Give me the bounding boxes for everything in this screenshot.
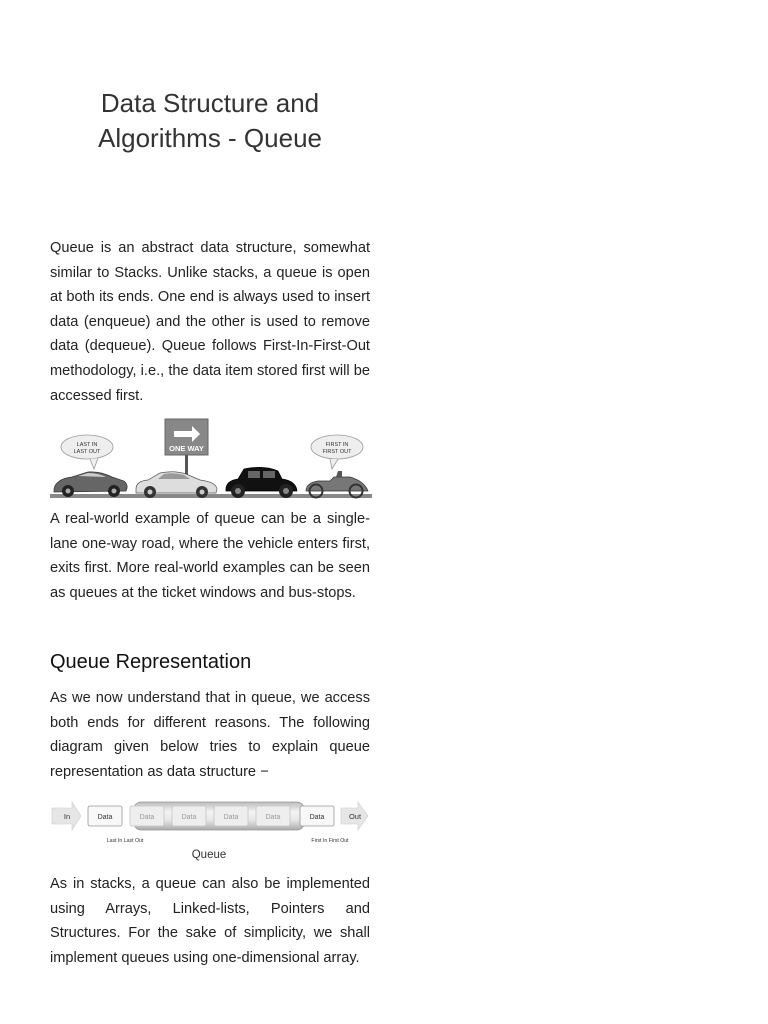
title-line-2: Algorithms - Queue	[98, 123, 322, 153]
page-title	[50, 86, 370, 156]
bubble-right-line1: FIRST IN	[325, 442, 349, 448]
left-caption: Last In Last Out	[106, 838, 144, 844]
queue-cell	[300, 806, 334, 826]
vintage-car-icon	[226, 467, 297, 498]
out-arrow-icon	[341, 802, 368, 830]
right-caption: First In First Out	[311, 838, 349, 844]
cell-label: Data	[223, 814, 239, 821]
title-line-1: Data Structure and	[100, 88, 320, 118]
in-label: In	[63, 812, 71, 821]
representation-paragraph: As we now understand that in queue, we access both ends for different reasons. The following diagram given below tries to explain queue representation as data structure −	[50, 690, 370, 780]
queue-cell	[172, 806, 206, 826]
bubble-left-line1: LAST IN	[76, 442, 98, 448]
queue-diagram	[50, 797, 372, 865]
bubble-right-line2: FIRST OUT	[322, 449, 352, 455]
bubble-left-line2: LAST OUT	[73, 449, 101, 455]
road	[50, 494, 372, 498]
queue-cell	[256, 806, 290, 826]
intro-paragraph: Queue is an abstract data structure, somewhat similar to Stacks. Unlike stacks, a queue is open at both its ends. One end is always used to insert data (enqueue) and the other is used to remove data (dequeue). Queue follows First-In-First-Out methodology, i.e., the data item stored first will be accessed first.	[50, 240, 370, 404]
example-paragraph: A real-world example of queue can be a single-lane one-way road, where the vehicle enters first, exits first. More real-world examples can be seen as queues at the ticket windows and bus-stops.	[50, 511, 370, 601]
queue-caption: Queue	[191, 849, 227, 861]
sign-text: ONE WAY	[169, 444, 204, 453]
cell-label: Data	[265, 814, 281, 821]
section-heading: Queue Representation	[50, 651, 252, 673]
one-way-road-figure	[50, 415, 372, 501]
sports-car-icon	[54, 472, 127, 497]
cell-label: Data	[97, 814, 113, 821]
first-in-first-out-bubble	[311, 435, 363, 469]
antique-car-icon	[306, 471, 368, 498]
queue-cell	[130, 806, 164, 826]
out-label: Out	[348, 812, 362, 821]
cell-label: Data	[181, 814, 197, 821]
cell-label: Data	[139, 814, 155, 821]
queue-cell	[88, 806, 122, 826]
cell-label: Data	[309, 814, 325, 821]
in-arrow-icon	[52, 802, 81, 830]
implementation-paragraph: As in stacks, a queue can also be implemented using Arrays, Linked-lists, Pointers and Structures. For the sake of simplicity, we shall implement queues using one-dimensional array.	[50, 876, 370, 966]
last-in-last-out-bubble	[61, 435, 113, 469]
queue-cell	[214, 806, 248, 826]
